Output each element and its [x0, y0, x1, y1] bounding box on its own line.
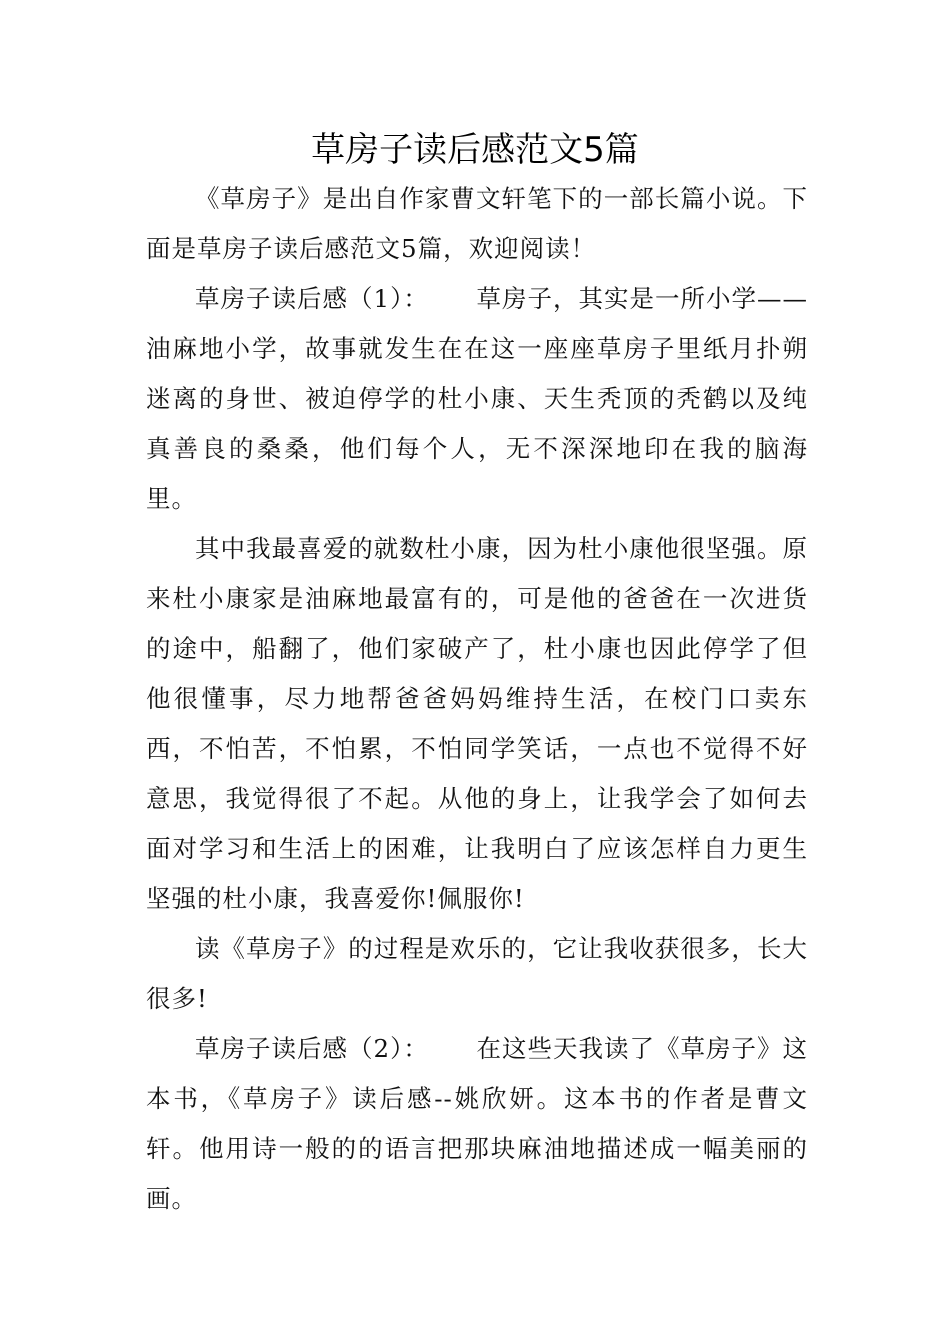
paragraph-intro: 《草房子》是出自作家曹文轩笔下的一部长篇小说。下面是草房子读后感范文5篇，欢迎阅读！: [146, 184, 808, 263]
paragraph-essay-2: 草房子读后感（2）： 在这些天我读了《草房子》这本书，《草房子》读后感--姚欣妍。这本书的作者是曹文轩。他用诗一般的的语言把那块麻油地描述成一幅美丽的画。: [146, 1034, 808, 1213]
document-title: 草房子读后感范文5篇: [311, 130, 639, 170]
document-body: [146, 174, 808, 1224]
paragraph-essay-1: 草房子读后感（1）： 草房子，其实是一所小学——油麻地小学，故事就发生在在这一座座草房子里纸月扑朔迷离的身世、被迫停学的杜小康、天生秃顶的秃鹤以及纯真善良的桑桑，他们每个人，无不深深地印在我的脑海里。: [146, 284, 808, 513]
paragraph-du-xiaokang: 其中我最喜爱的就数杜小康，因为杜小康他很坚强。原来杜小康家是油麻地最富有的，可是他的爸爸在一次进货的途中，船翻了，他们家破产了，杜小康也因此停学了但他很懂事，尽力地帮爸爸妈妈维持生活，在校门口卖东西，不怕苦，不怕累，不怕同学笑话，一点也不觉得不好意思，我觉得很了不起。从他的身上，让我学会了如何去面对学习和生活上的困难，让我明白了应该怎样自力更生坚强的杜小康，我喜爱你!佩服你!: [146, 534, 808, 913]
paragraph-reading-joy: 读《草房子》的过程是欢乐的，它让我收获很多，长大很多!: [146, 934, 808, 1013]
